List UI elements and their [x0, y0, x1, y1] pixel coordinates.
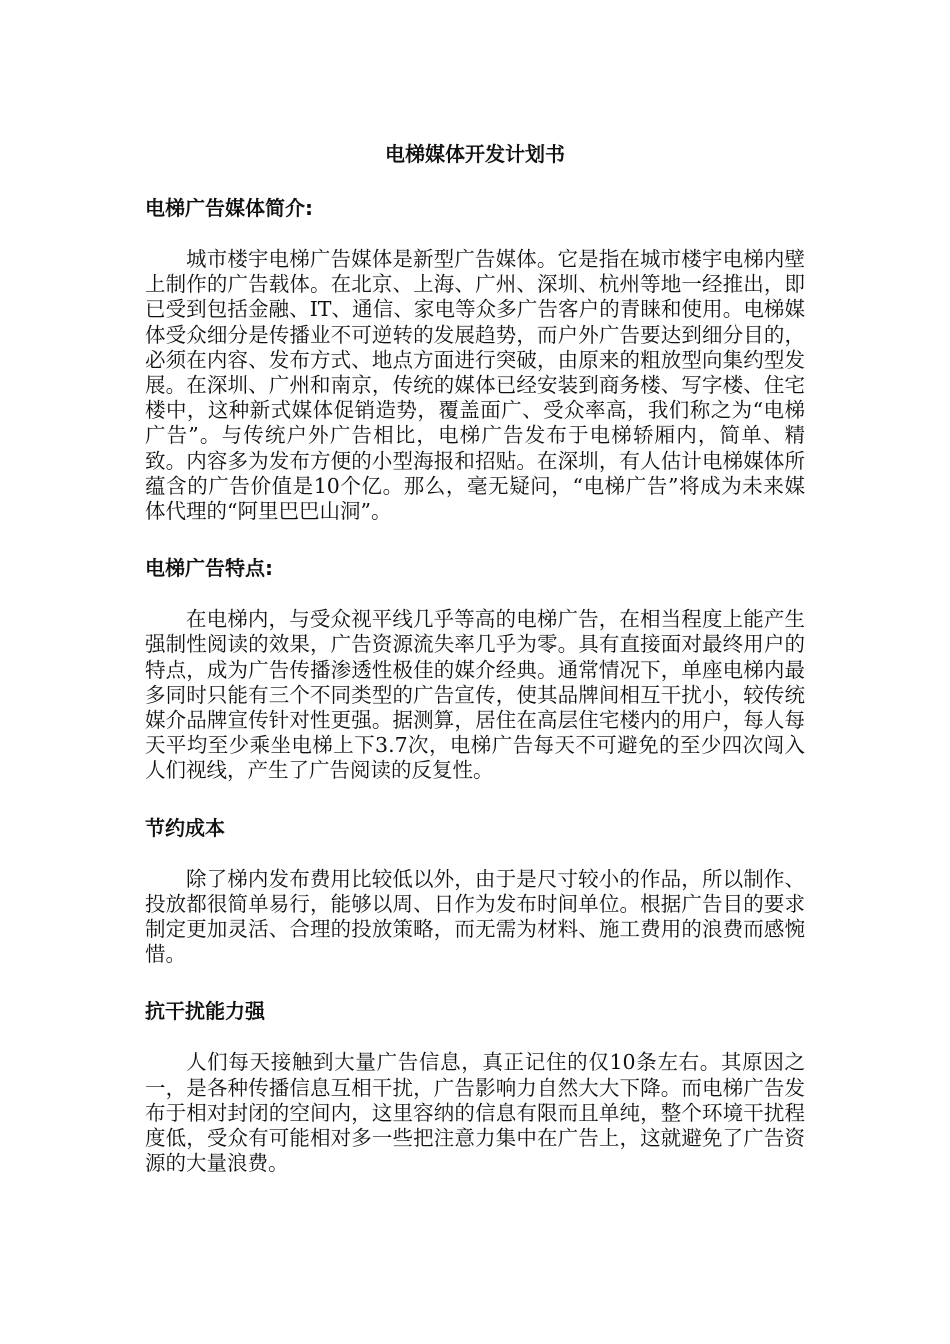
document-body [145, 139, 805, 1205]
section-intro [145, 193, 805, 524]
document-title: 电梯媒体开发计划书 [385, 142, 565, 166]
section-paragraph-anti-interference: 人们每天接触到大量广告信息，真正记住的仅10条左右。其原因之一，是各种传播信息互相干扰，广告影响力自然大大下降。而电梯广告发布于相对封闭的空间内，这里容纳的信息有限而且单纯，整个环境干扰程度低，受众有可能相对多一些把注意力集中在广告上，这就避免了广告资源的大量浪费。 [145, 1050, 805, 1176]
section-heading-anti-interference: 抗干扰能力强 [145, 999, 265, 1024]
section-paragraph-features: 在电梯内，与受众视平线几乎等高的电梯广告，在相当程度上能产生强制性阅读的效果，广告资源流失率几乎为零。具有直接面对最终用户的特点，成为广告传播渗透性极佳的媒介经典。通常情况下，单座电梯内最多同时只能有三个不同类型的广告宣传，使其品牌间相互干扰小，较传统媒介品牌宣传针对性更强。据测算，居住在高层住宅楼内的用户，每人每天平均至少乘坐电梯上下3.7次，电梯广告每天不可避免的至少四次闯入人们视线，产生了广告阅读的反复性。 [145, 607, 805, 783]
section-heading-cost: 节约成本 [145, 815, 225, 840]
section-heading-intro: 电梯广告媒体简介: [145, 196, 313, 220]
section-paragraph-intro: 城市楼宇电梯广告媒体是新型广告媒体。它是指在城市楼宇电梯内壁上制作的广告载体。在北京、上海、广州、深圳、杭州等地一经推出，即已受到包括金融、IT、通信、家电等众多广告客户的青睐和使用。电梯媒体受众细分是传播业不可逆转的发展趋势，而户外广告要达到细分目的，必须在内容、发布方式、地点方面进行突破，由原来的粗放型向集约型发展。在深圳、广州和南京，传统的媒体已经安装到商务楼、写字楼、住宅楼中，这种新式媒体促销造势，覆盖面广、受众率高，我们称之为“电梯广告”。与传统户外广告相比，电梯广告发布于电梯轿厢内，简单、精致。内容多为发布方便的小型海报和招贴。在深圳，有人估计电梯媒体所蕴含的广告价值是10个亿。那么，毫无疑问，“电梯广告”将成为未来媒体代理的“阿里巴巴山洞”。 [145, 247, 805, 524]
section-cost [145, 813, 805, 968]
section-features [145, 553, 805, 783]
section-paragraph-cost: 除了梯内发布费用比较低以外，由于是尺寸较小的作品，所以制作、投放都很简单易行，能够以周、日作为发布时间单位。根据广告目的要求制定更加灵活、合理的投放策略，而无需为材料、施工费用的浪费而感惋惜。 [145, 866, 805, 967]
section-heading-features: 电梯广告特点: [145, 556, 273, 581]
section-anti-interference [145, 996, 805, 1176]
